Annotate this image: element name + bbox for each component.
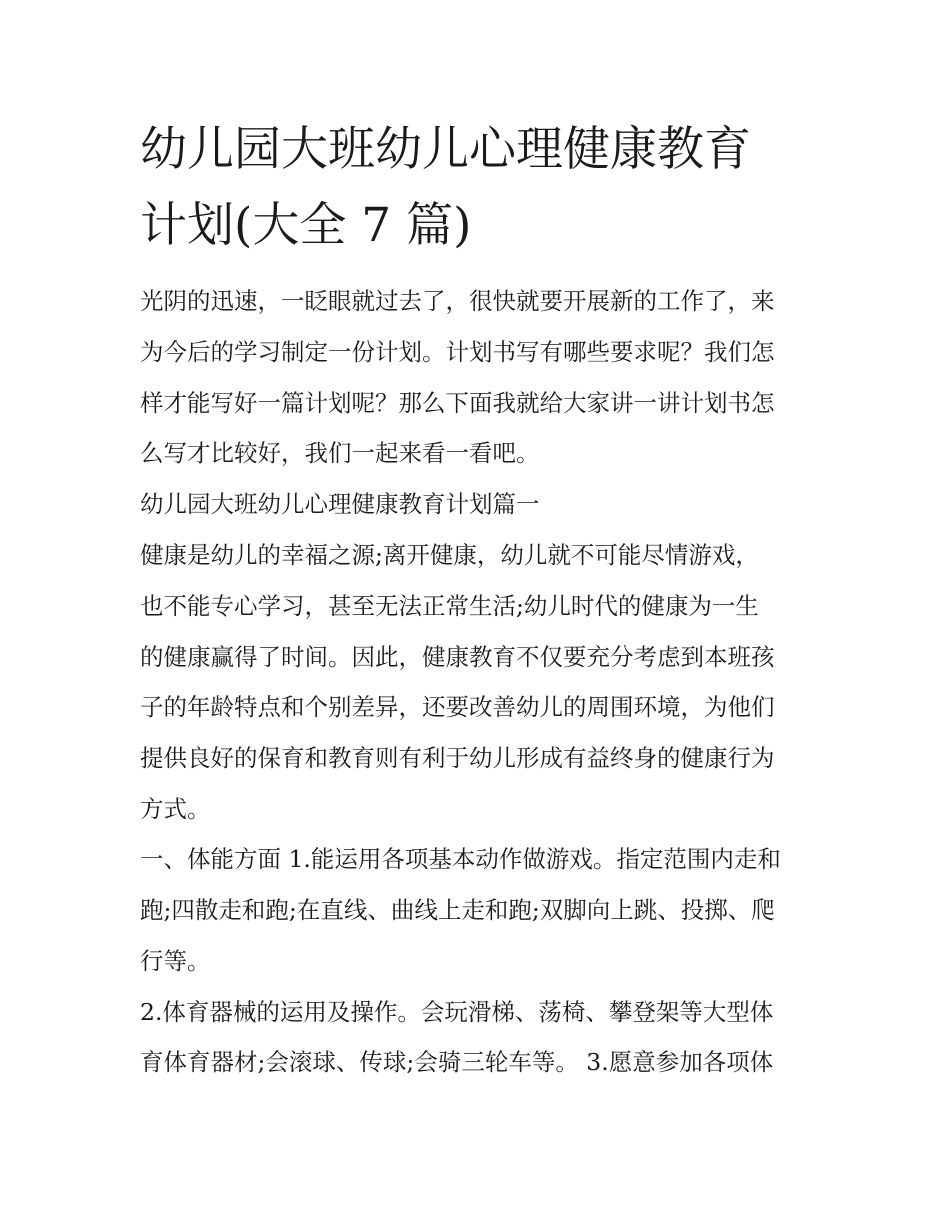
body-line: 子的年龄特点和个别差异，还要改善幼儿的周围环境，为他们 (140, 693, 775, 721)
body-line: 行等。 (140, 947, 211, 975)
body-line: 么写才比较好，我们一起来看一看吧。 (140, 439, 540, 467)
document-title-line-2: 计划(大全 7 篇) (140, 198, 472, 253)
document-title-line-1: 幼儿园大班幼儿心理健康教育 (140, 122, 751, 177)
body-line: 健康是幼儿的幸福之源;离开健康，幼儿就不可能尽情游戏， (140, 541, 759, 569)
body-line: 的健康赢得了时间。因此，健康教育不仅要充分考虑到本班孩 (140, 643, 775, 671)
body-line: 育体育器材;会滚球、传球;会骑三轮车等。 3.愿意参加各项体 (140, 1048, 774, 1076)
section-heading: 幼儿园大班幼儿心理健康教育计划篇一 (140, 490, 540, 518)
body-line: 2.体育器械的运用及操作。会玩滑梯、荡椅、攀登架等大型体 (140, 998, 774, 1026)
body-line: 跑;四散走和跑;在直线、曲线上走和跑;双脚向上跳、投掷、爬 (140, 896, 775, 924)
body-line: 光阴的迅速，一眨眼就过去了，很快就要开展新的工作了，来 (140, 287, 775, 315)
body-line: 提供良好的保育和教育则有利于幼儿形成有益终身的健康行为 (140, 744, 775, 772)
body-line: 为今后的学习制定一份计划。计划书写有哪些要求呢？我们怎 (140, 338, 775, 366)
body-line: 样才能写好一篇计划呢？那么下面我就给大家讲一讲计划书怎 (140, 389, 775, 417)
body-line: 一、体能方面 1.能运用各项基本动作做游戏。指定范围内走和 (140, 845, 781, 873)
body-line: 也不能专心学习，甚至无法正常生活;幼儿时代的健康为一生 (140, 592, 759, 620)
body-line: 方式。 (140, 795, 211, 823)
